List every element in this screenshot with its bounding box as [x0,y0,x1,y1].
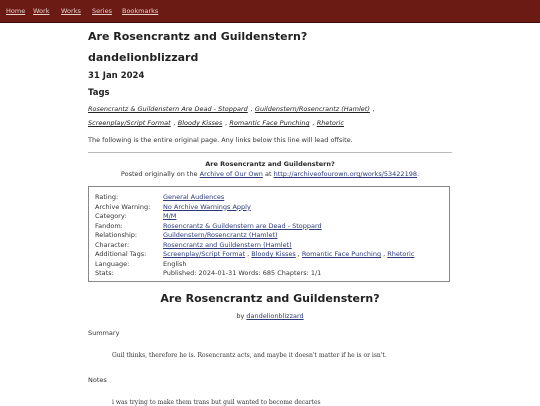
byline-author-link[interactable]: dandelionblizzard [246,312,304,320]
nav-link-series[interactable]: Series [92,7,112,15]
posted-prefix: Posted originally on the [120,170,198,178]
tag-link-relationship[interactable]: Guildenstern/Rosencrantz (Hamlet) [254,105,370,113]
character-label: Character: [95,240,130,249]
top-navigation-bar [0,0,540,23]
relationship-label: Relationship: [95,231,138,239]
summary-heading: Summary [88,329,120,337]
nav-link-home[interactable]: Home [6,7,26,15]
category-link[interactable]: M/M [163,212,177,220]
notes-text: i was trying to make them trans but guil wanted to become decartes [112,399,321,406]
date-heading: 31 Jan 2024 [88,71,145,81]
tag-list-line-2: Screenplay/Script Format , Bloody Kisses , Romantic Face Punching , Rhetoric [88,119,344,127]
notes-heading: Notes [88,376,107,384]
nav-link-works[interactable]: Works [61,7,81,15]
tag-link-rhetoric[interactable]: Rhetoric [316,119,344,127]
rating-label: Rating: [95,193,119,201]
category-label: Category: [95,212,127,220]
divider [88,152,452,153]
author-heading: dandelionblizzard [88,51,199,64]
tag-list-line-1: Rosencrantz & Guildenstern Are Dead - Stoppard , Guildenstern/Rosencrantz (Hamlet) , [88,105,375,113]
stats-label: Stats: [95,269,114,277]
additional-tag-script-format[interactable]: Screenplay/Script Format [163,250,246,258]
additional-tag-bloody-kisses[interactable]: Bloody Kisses [251,250,296,258]
character-link[interactable]: Rosencrantz and Guildenstern (Hamlet) [163,240,292,249]
work-metadata-box: Rating: General Audiences Archive Warning: No Archive Warnings Apply Category: M/M Fandom: Rosencrantz & Guildenstern are Dead - Stoppard Relationship: Guildenstern/Rosencrantz (Hamlet) Character: Rosencrantz and Guildenstern (Hamlet) Additional Tags: Screenplay/Script Format , Bloody Kisses , Romantic Face Punching , Rhetoric Language: English Stats: Published: 2024-01-31 Words: 685 Chapters: 1/1 [88,186,450,282]
language-label: Language: [95,259,130,268]
offsite-notice: The following is the entire original page. Any links below this line will lead offsite. [88,136,353,144]
additional-tags-label: Additional Tags: [95,250,147,258]
work-url-link[interactable]: http://archiveofourown.org/works/53422198 [273,170,417,178]
posted-originally-line [88,170,452,178]
byline-by: by [236,312,245,320]
tag-link-bloody-kisses[interactable]: Bloody Kisses [177,119,223,127]
warning-link[interactable]: No Archive Warnings Apply [163,202,251,211]
language-value: English [163,259,187,268]
fandom-label: Fandom: [95,221,123,230]
page-title: Are Rosencrantz and Guildenstern? [88,30,308,43]
byline [88,312,452,320]
warning-label: Archive Warning: [95,202,151,211]
nav-link-work[interactable]: Work [33,7,50,15]
summary-text: Guil thinks, therefore he is. Rosencrantz acts, and maybe it doesn't matter if he is or isn't. [112,352,387,359]
nav-link-bookmarks[interactable]: Bookmarks [122,7,159,15]
relationship-link[interactable]: Guildenstern/Rosencrantz (Hamlet) [163,231,278,239]
tag-link-script-format[interactable]: Screenplay/Script Format [88,119,171,127]
rating-link[interactable]: General Audiences [163,193,225,201]
tag-link-fandom[interactable]: Rosencrantz & Guildenstern Are Dead - Stoppard [88,105,248,113]
additional-tag-face-punching[interactable]: Romantic Face Punching [301,250,382,258]
work-title: Are Rosencrantz and Guildenstern? [205,160,335,168]
tag-link-face-punching[interactable]: Romantic Face Punching [229,119,310,127]
fandom-link[interactable]: Rosencrantz & Guildenstern are Dead - Stoppard [163,221,322,230]
stats-value: Published: 2024-01-31 Words: 685 Chapters: 1/1 [163,269,322,277]
posted-suffix: . [416,170,420,178]
work-body-title: Are Rosencrantz and Guildenstern? [160,292,380,305]
additional-tag-rhetoric[interactable]: Rhetoric [387,250,415,258]
tags-heading: Tags [88,88,110,98]
archive-link[interactable]: Archive of Our Own [199,170,263,178]
posted-at-text: at [264,170,272,178]
